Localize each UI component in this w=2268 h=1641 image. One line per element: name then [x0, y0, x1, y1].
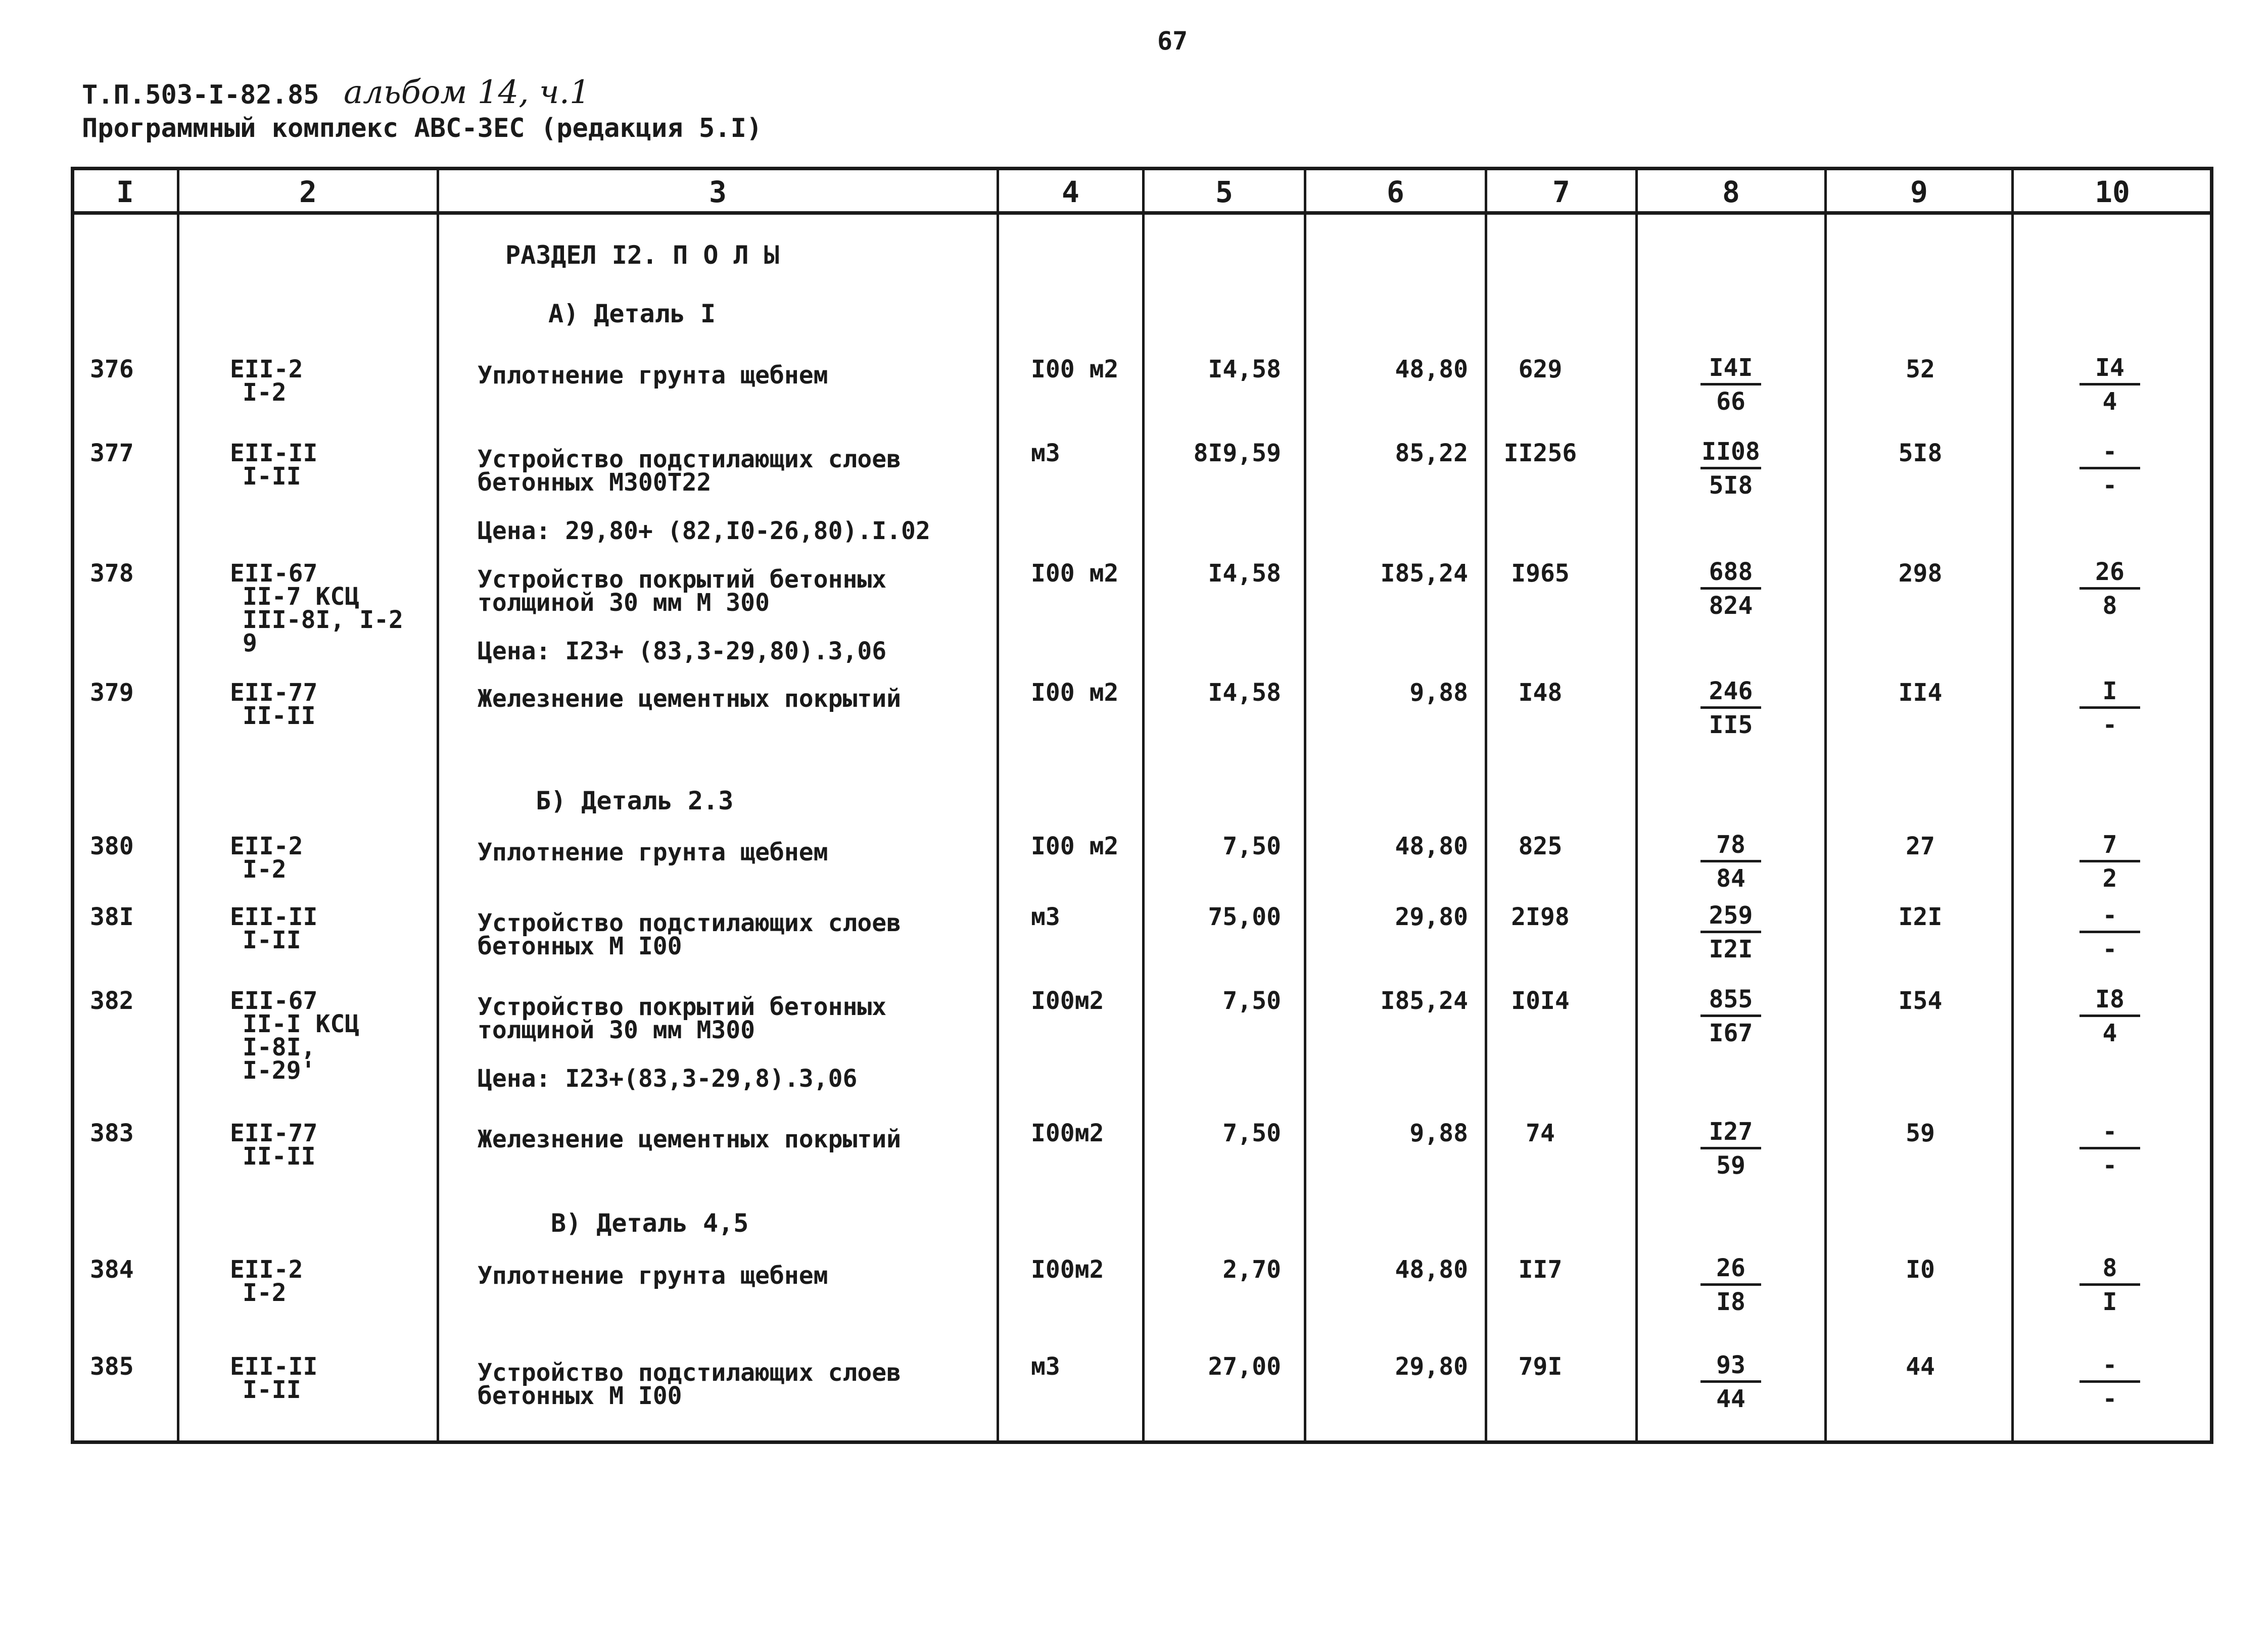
fraction-top: 8	[2102, 1254, 2117, 1282]
fraction-bar	[2080, 587, 2140, 590]
col-divider	[437, 167, 439, 1444]
unit: I00м2	[1031, 987, 1104, 1015]
row-number: 38I	[90, 903, 134, 931]
total-cost: I0I4	[1511, 987, 1570, 1015]
quantity: 7,50	[1222, 1119, 1281, 1147]
fraction-col8	[1680, 985, 1781, 1047]
fraction-bar	[1700, 1147, 1761, 1149]
norm-code: ЕII-77	[230, 679, 318, 707]
fraction-bar	[2080, 931, 2140, 933]
quantity: 8I9,59	[1193, 439, 1281, 467]
norm-code: ЕII-67	[230, 559, 318, 588]
work-description: толщиной 30 мм М 300	[478, 589, 770, 617]
fraction-bar	[1700, 587, 1761, 590]
subsection-heading: А) Деталь I	[548, 299, 716, 328]
fraction-bar	[2080, 1283, 2140, 1286]
unit-price: 85,22	[1395, 439, 1468, 467]
fraction-bottom: I2I	[1709, 935, 1753, 963]
fraction-bar	[2080, 383, 2140, 385]
total-cost: 825	[1518, 832, 1563, 860]
work-description: Устройство подстилающих слоев	[478, 445, 902, 473]
col-header-7: 7	[1552, 175, 1570, 209]
unit-price: I85,24	[1380, 987, 1468, 1015]
work-description: Железнение цементных покрытий	[478, 685, 902, 713]
fraction-col8	[1680, 438, 1781, 500]
fraction-bar	[1700, 706, 1761, 709]
fraction-bar	[2080, 706, 2140, 709]
fraction-bottom: -	[2102, 471, 2117, 500]
fraction-top: -	[2102, 438, 2117, 466]
document-code: Т.П.503-I-82.85	[82, 80, 319, 110]
fraction-top: 93	[1716, 1351, 1745, 1379]
work-description: Уплотнение грунта щебнем	[478, 1262, 828, 1290]
row-number: 377	[90, 439, 134, 467]
price-note: Цена: I23+ (83,3-29,80).3,06	[478, 637, 887, 665]
col-divider	[997, 167, 999, 1444]
row-number: 382	[90, 987, 134, 1015]
subsection-heading: Б) Деталь 2.3	[536, 786, 734, 815]
fraction-col8	[1680, 831, 1781, 893]
row-number: 380	[90, 832, 134, 860]
work-description: бетонных М I00	[478, 1382, 682, 1410]
col9-value: I2I	[1898, 903, 1943, 931]
fraction-top: 26	[2095, 558, 2124, 586]
col9-value: 27	[1906, 832, 1935, 860]
unit-price: 48,80	[1395, 1256, 1468, 1284]
work-description: Устройство подстилающих слоев	[478, 1359, 902, 1387]
norm-code: II-II	[243, 702, 316, 730]
norm-code: ЕII-2	[230, 832, 303, 860]
fraction-top: I27	[1709, 1118, 1753, 1146]
norm-code: ЕII-2	[230, 1256, 303, 1284]
unit: м3	[1031, 1353, 1060, 1381]
fraction-bottom: -	[2102, 935, 2117, 963]
fraction-col8	[1680, 1351, 1781, 1413]
row-number: 376	[90, 355, 134, 383]
quantity: I4,58	[1208, 559, 1281, 588]
fraction-bottom: 44	[1716, 1385, 1745, 1413]
col9-value: I0	[1906, 1256, 1935, 1284]
unit: м3	[1031, 439, 1060, 467]
norm-code: I-29'	[243, 1056, 316, 1085]
fraction-col8	[1680, 354, 1781, 416]
quantity: 7,50	[1222, 987, 1281, 1015]
norm-code: II-II	[243, 1142, 316, 1171]
row-number: 384	[90, 1256, 134, 1284]
fraction-bar	[2080, 1380, 2140, 1383]
quantity: I4,58	[1208, 679, 1281, 707]
norm-code: I-2	[243, 1279, 287, 1307]
fraction-bottom: 66	[1716, 388, 1745, 416]
col-header-4: 4	[1062, 175, 1079, 209]
fraction-col10	[2059, 831, 2160, 893]
fraction-col8	[1680, 1254, 1781, 1316]
fraction-col8	[1680, 1118, 1781, 1180]
subsection-heading: В) Деталь 4,5	[551, 1209, 749, 1238]
total-cost: 2I98	[1511, 903, 1570, 931]
fraction-col10	[2059, 1118, 2160, 1180]
row-number: 378	[90, 559, 134, 588]
unit-price: I85,24	[1380, 559, 1468, 588]
unit-price: 48,80	[1395, 832, 1468, 860]
work-description: Устройство подстилающих слоев	[478, 909, 902, 937]
total-cost: 74	[1526, 1119, 1555, 1147]
fraction-col10	[2059, 677, 2160, 739]
fraction-top: -	[2102, 1351, 2117, 1379]
quantity: 27,00	[1208, 1353, 1281, 1381]
fraction-col10	[2059, 558, 2160, 620]
norm-code: I-II	[243, 926, 301, 954]
fraction-bar	[2080, 860, 2140, 862]
total-cost: II7	[1518, 1256, 1563, 1284]
norm-code: II-I КСЦ	[243, 1010, 360, 1038]
fraction-bottom: I	[2102, 1288, 2117, 1316]
fraction-bar	[1700, 1015, 1761, 1017]
col9-value: 5I8	[1898, 439, 1943, 467]
norm-code: ЕII-67	[230, 987, 318, 1015]
row-number: 385	[90, 1353, 134, 1381]
fraction-bottom: -	[2102, 1385, 2117, 1413]
col9-value: 44	[1906, 1353, 1935, 1381]
fraction-col10	[2059, 354, 2160, 416]
section-title: РАЗДЕЛ I2. П О Л Ы	[505, 240, 779, 270]
norm-code: I-II	[243, 462, 301, 491]
fraction-bottom: I8	[1716, 1288, 1745, 1316]
total-cost: II256	[1503, 439, 1577, 467]
col9-value: II4	[1898, 679, 1943, 707]
work-description: бетонных М I00	[478, 932, 682, 960]
unit: м3	[1031, 903, 1060, 931]
quantity: 2,70	[1222, 1256, 1281, 1284]
norm-code: 9	[243, 629, 257, 657]
fraction-bar	[1700, 1380, 1761, 1383]
col-divider	[2011, 167, 2014, 1444]
fraction-top: 688	[1709, 558, 1753, 586]
norm-code: I-8I,	[243, 1033, 316, 1061]
work-description: Уплотнение грунта щебнем	[478, 361, 828, 390]
fraction-bottom: 84	[1716, 864, 1745, 893]
norm-code: ЕII-2	[230, 355, 303, 383]
work-description: Устройство покрытий бетонных	[478, 993, 887, 1021]
norm-code: III-8I, I-2	[243, 606, 403, 634]
col-divider	[1824, 167, 1827, 1444]
fraction-top: I4	[2095, 354, 2124, 382]
fraction-bar	[2080, 467, 2140, 469]
total-cost: I48	[1518, 679, 1563, 707]
fraction-bar	[1700, 860, 1761, 862]
col-divider	[177, 167, 179, 1444]
software-title: Программный комплекс АВС-3ЕС (редакция 5.I)	[82, 113, 763, 143]
col-header-8: 8	[1722, 175, 1740, 209]
fraction-bar	[1700, 383, 1761, 385]
norm-code: I-II	[243, 1376, 301, 1404]
fraction-bottom: 2	[2102, 864, 2117, 893]
col-divider	[1635, 167, 1638, 1444]
norm-code: ЕII-II	[230, 439, 318, 467]
total-cost: 79I	[1518, 1353, 1563, 1381]
quantity: 7,50	[1222, 832, 1281, 860]
price-note: Цена: I23+(83,3-29,8).3,06	[478, 1065, 858, 1093]
col-header-6: 6	[1387, 175, 1404, 209]
col9-value: 59	[1906, 1119, 1935, 1147]
col-header-10: 10	[2095, 175, 2130, 209]
norm-code: ЕII-II	[230, 1353, 318, 1381]
row-number: 379	[90, 679, 134, 707]
fraction-bar	[1700, 931, 1761, 933]
col9-value: 298	[1898, 559, 1943, 588]
fraction-bottom: I67	[1709, 1019, 1753, 1047]
fraction-col10	[2059, 1351, 2160, 1413]
fraction-top: 855	[1709, 985, 1753, 1013]
fraction-top: I8	[2095, 985, 2124, 1013]
page-number: 67	[1157, 26, 1188, 56]
fraction-bottom: 5I8	[1709, 471, 1753, 500]
row-number: 383	[90, 1119, 134, 1147]
norm-code: I-2	[243, 378, 287, 407]
unit-price: 29,80	[1395, 903, 1468, 931]
total-cost: I965	[1511, 559, 1570, 588]
unit-price: 9,88	[1409, 679, 1468, 707]
unit: I00 м2	[1031, 679, 1119, 707]
unit: I00 м2	[1031, 832, 1119, 860]
fraction-bottom: 4	[2102, 1019, 2117, 1047]
work-description: толщиной 30 мм М300	[478, 1016, 755, 1044]
col-header-9: 9	[1910, 175, 1928, 209]
unit: I00м2	[1031, 1119, 1104, 1147]
fraction-col8	[1680, 558, 1781, 620]
fraction-bottom: II5	[1709, 711, 1753, 739]
work-description: Железнение цементных покрытий	[478, 1125, 902, 1153]
fraction-bottom: 8	[2102, 592, 2117, 620]
work-description: Уплотнение грунта щебнем	[478, 838, 828, 866]
fraction-top: I4I	[1709, 354, 1753, 382]
fraction-col10	[2059, 438, 2160, 500]
fraction-top: 246	[1709, 677, 1753, 705]
norm-code: ЕII-II	[230, 903, 318, 931]
norm-code: II-7 КСЦ	[243, 583, 360, 611]
quantity: I4,58	[1208, 355, 1281, 383]
fraction-bar	[1700, 1283, 1761, 1286]
fraction-top: 259	[1709, 901, 1753, 930]
fraction-col10	[2059, 985, 2160, 1047]
fraction-top: 78	[1716, 831, 1745, 859]
fraction-top: I	[2102, 677, 2117, 705]
unit: I00м2	[1031, 1256, 1104, 1284]
fraction-col8	[1680, 901, 1781, 963]
fraction-col8	[1680, 677, 1781, 739]
price-note: Цена: 29,80+ (82,I0-26,80).I.02	[478, 517, 930, 545]
col-header-1: I	[116, 175, 134, 209]
fraction-col10	[2059, 901, 2160, 963]
fraction-top: II08	[1702, 438, 1760, 466]
col-header-3: 3	[709, 175, 727, 209]
fraction-top: -	[2102, 901, 2117, 930]
col9-value: 52	[1906, 355, 1935, 383]
fraction-top: 26	[1716, 1254, 1745, 1282]
col-header-2: 2	[299, 175, 317, 209]
unit-price: 48,80	[1395, 355, 1468, 383]
norm-code: I-2	[243, 855, 287, 884]
fraction-bottom: -	[2102, 711, 2117, 739]
fraction-bar	[2080, 1015, 2140, 1017]
col-header-5: 5	[1215, 175, 1233, 209]
norm-code: ЕII-77	[230, 1119, 318, 1147]
unit: I00 м2	[1031, 355, 1119, 383]
quantity: 75,00	[1208, 903, 1281, 931]
fraction-col10	[2059, 1254, 2160, 1316]
fraction-bar	[2080, 1147, 2140, 1149]
fraction-bar	[1700, 467, 1761, 469]
work-description: бетонных М300Т22	[478, 468, 712, 497]
fraction-bottom: 59	[1716, 1151, 1745, 1180]
work-description: Устройство покрытий бетонных	[478, 565, 887, 594]
handwritten-note: альбом 14, ч.1	[344, 74, 590, 111]
total-cost: 629	[1518, 355, 1563, 383]
fraction-top: -	[2102, 1118, 2117, 1146]
fraction-bottom: -	[2102, 1151, 2117, 1180]
unit-price: 29,80	[1395, 1353, 1468, 1381]
unit-price: 9,88	[1409, 1119, 1468, 1147]
fraction-bottom: 824	[1709, 592, 1753, 620]
fraction-top: 7	[2102, 831, 2117, 859]
col9-value: I54	[1898, 987, 1943, 1015]
unit: I00 м2	[1031, 559, 1119, 588]
fraction-bottom: 4	[2102, 388, 2117, 416]
